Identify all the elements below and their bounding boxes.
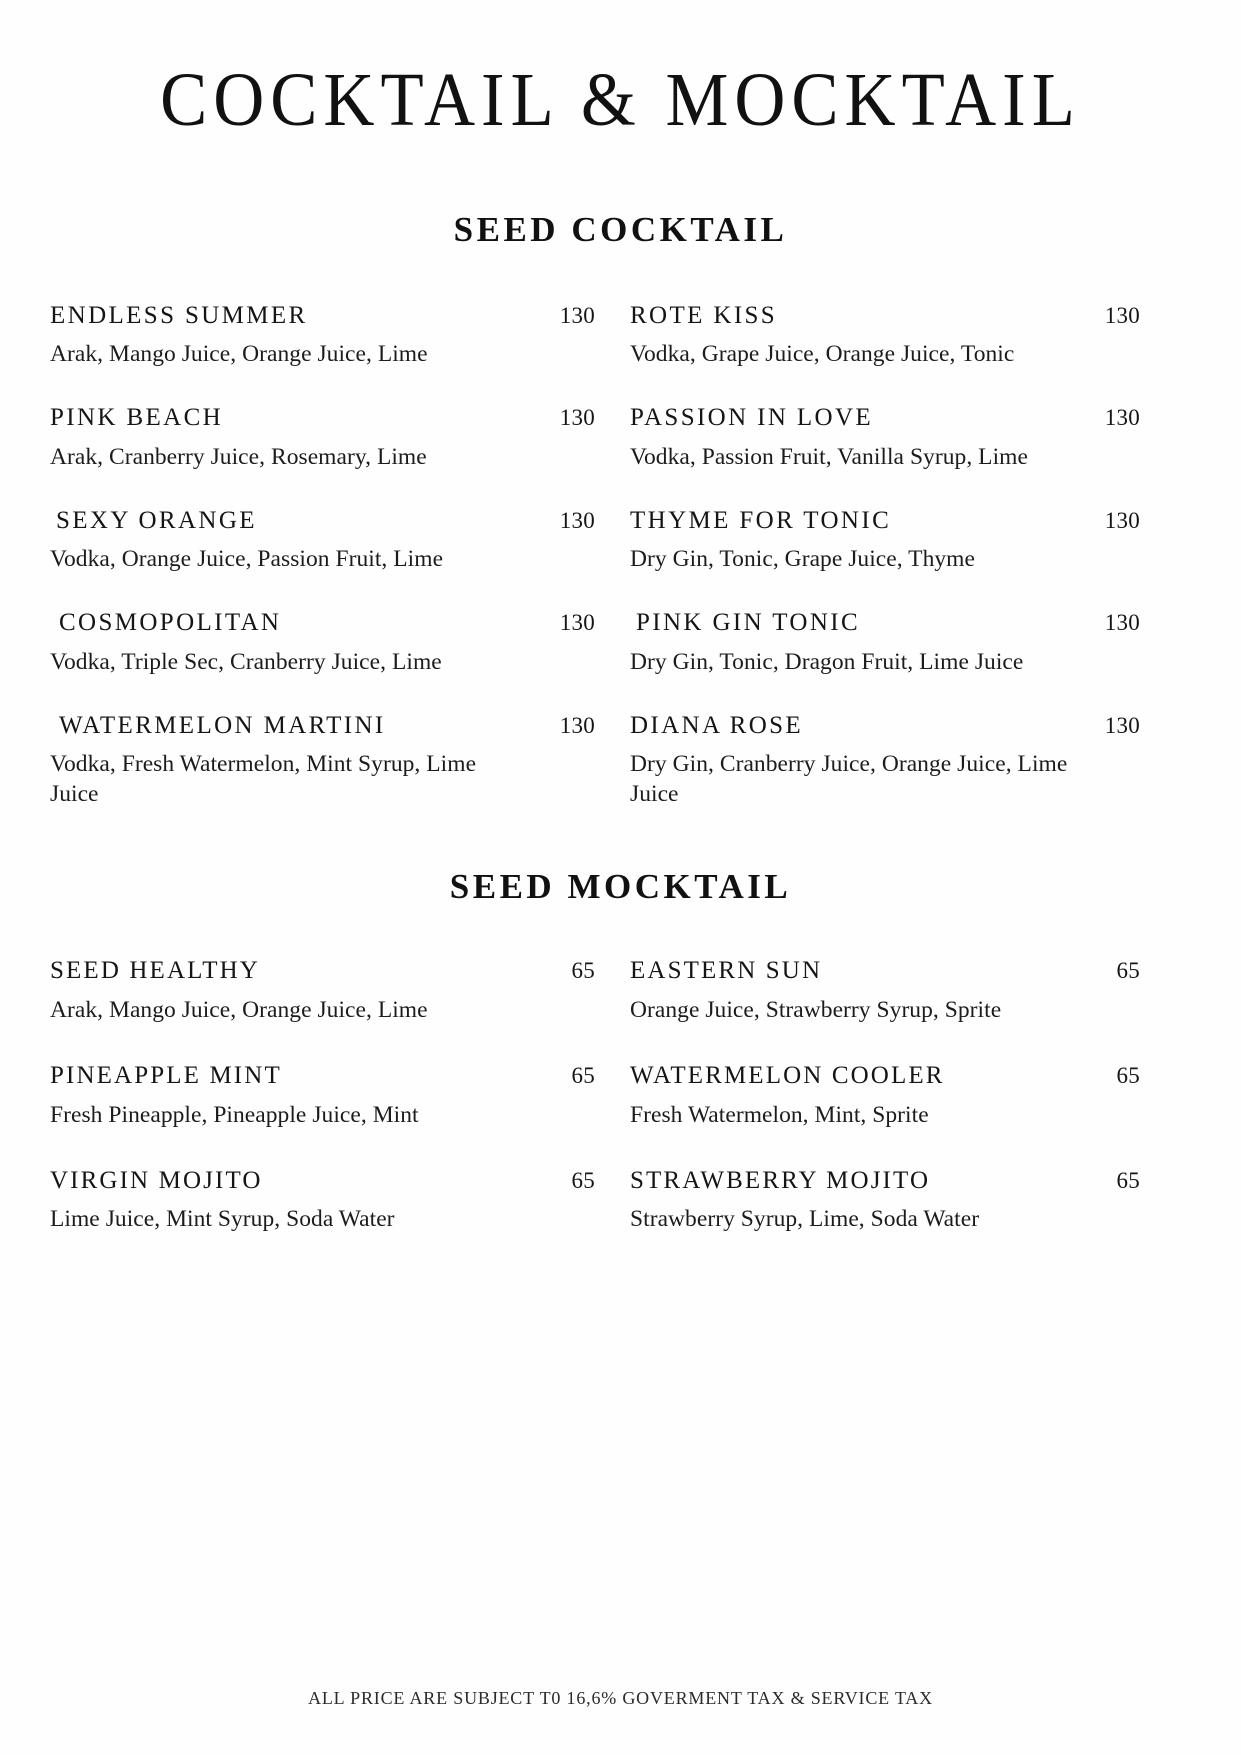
mocktail-column-left	[50, 956, 595, 1270]
menu-item-description: Vodka, Orange Juice, Passion Fruit, Lime	[50, 546, 444, 573]
menu-item-description: Vodka, Grape Juice, Orange Juice, Tonic	[630, 341, 1015, 368]
menu-item-description: Lime Juice, Mint Syrup, Soda Water	[50, 1206, 395, 1233]
menu-item-price: 130	[559, 302, 595, 328]
menu-item-name: ENDLESS SUMMER	[50, 301, 308, 329]
menu-item-price: 130	[559, 712, 595, 738]
menu-item	[50, 956, 595, 1025]
menu-item-head	[630, 1166, 1140, 1196]
menu-item-name: VIRGIN MOJITO	[50, 1166, 263, 1194]
menu-item-head	[50, 956, 595, 986]
mocktail-column-right	[595, 956, 1140, 1270]
menu-item-price: 65	[571, 958, 595, 984]
menu-item-price: 130	[1104, 610, 1140, 636]
menu-item-name: WATERMELON MARTINI	[59, 711, 386, 739]
menu-item	[50, 301, 595, 370]
menu-item-description: Dry Gin, Cranberry Juice, Orange Juice, Lime Juice	[630, 751, 1068, 808]
menu-item	[630, 301, 1140, 370]
cocktail-column-right	[595, 301, 1140, 810]
menu-item-head	[630, 608, 1140, 638]
menu-item-price: 130	[1104, 712, 1140, 738]
menu-item-head	[50, 1061, 595, 1091]
menu-item-price: 130	[1104, 405, 1140, 431]
menu-item-description: Arak, Mango Juice, Orange Juice, Lime	[50, 341, 428, 368]
menu-item-description: Arak, Mango Juice, Orange Juice, Lime	[50, 996, 428, 1023]
menu-item-price: 65	[1116, 1167, 1140, 1193]
menu-item-description: Vodka, Passion Fruit, Vanilla Syrup, Lime	[630, 443, 1028, 470]
menu-item-description: Orange Juice, Strawberry Syrup, Sprite	[630, 996, 1002, 1023]
menu-item-name: PINEAPPLE MINT	[50, 1062, 282, 1090]
menu-item	[630, 608, 1140, 677]
menu-item-head	[630, 1061, 1140, 1091]
menu-item-name: PASSION IN LOVE	[630, 404, 874, 432]
menu-item-description: Vodka, Fresh Watermelon, Mint Syrup, Lime Juice	[50, 751, 477, 808]
menu-item-name: WATERMELON COOLER	[630, 1062, 945, 1090]
section-heading-cocktail: SEED COCKTAIL	[453, 209, 788, 249]
menu-item	[630, 506, 1140, 575]
menu-item-description: Dry Gin, Tonic, Grape Juice, Thyme	[630, 546, 975, 573]
tax-disclaimer: ALL PRICE ARE SUBJECT T0 16,6% GOVERMENT TAX & SERVICE TAX	[308, 1688, 933, 1708]
menu-item-head	[630, 711, 1140, 741]
menu-item-name: SEED HEALTHY	[50, 957, 260, 985]
menu-item-description: Strawberry Syrup, Lime, Soda Water	[630, 1206, 980, 1233]
menu-item-head	[50, 506, 595, 536]
menu-item-price: 65	[571, 1063, 595, 1089]
menu-item-description: Vodka, Triple Sec, Cranberry Juice, Lime	[50, 648, 442, 675]
menu-item-description: Arak, Cranberry Juice, Rosemary, Lime	[50, 443, 427, 470]
menu-item-name: PINK BEACH	[50, 404, 224, 432]
menu-item-name: THYME FOR TONIC	[630, 506, 892, 534]
menu-item-name: EASTERN SUN	[630, 957, 823, 985]
menu-item	[630, 403, 1140, 472]
menu-item	[630, 956, 1140, 1025]
menu-item	[50, 1166, 595, 1235]
page-title: COCKTAIL & MOCKTAIL	[160, 58, 1081, 142]
menu-item-name: STRAWBERRY MOJITO	[630, 1166, 931, 1194]
menu-item	[50, 711, 595, 810]
menu-item	[630, 1166, 1140, 1235]
menu-item-head	[50, 1166, 595, 1196]
menu-item	[50, 506, 595, 575]
menu-item-price: 65	[571, 1167, 595, 1193]
menu-item	[50, 608, 595, 677]
menu-item-head	[630, 403, 1140, 433]
menu-item	[630, 1061, 1140, 1130]
menu-item-head	[50, 608, 595, 638]
menu-item-name: COSMOPOLITAN	[59, 609, 282, 637]
menu-item-price: 130	[559, 610, 595, 636]
menu-item-price: 130	[559, 405, 595, 431]
section-heading-mocktail: SEED MOCKTAIL	[449, 867, 792, 907]
menu-item-head	[50, 301, 595, 331]
menu-item-head	[630, 506, 1140, 536]
menu-item-head	[50, 711, 595, 741]
menu-item-price: 65	[1116, 958, 1140, 984]
cocktail-column-left	[50, 301, 595, 810]
menu-item-name: ROTE KISS	[630, 301, 778, 329]
menu-item-description: Fresh Pineapple, Pineapple Juice, Mint	[50, 1101, 419, 1128]
menu-item-head	[630, 956, 1140, 986]
section-body-cocktail	[0, 247, 1241, 810]
menu-item-price: 130	[559, 507, 595, 533]
menu-item-price: 130	[1104, 302, 1140, 328]
menu-item-name: SEXY ORANGE	[56, 506, 257, 534]
menu-item-price: 130	[1104, 507, 1140, 533]
menu-item-head	[630, 301, 1140, 331]
menu-item-name: DIANA ROSE	[630, 711, 804, 739]
menu-item-description: Fresh Watermelon, Mint, Sprite	[630, 1101, 929, 1128]
menu-item-price: 65	[1116, 1063, 1140, 1089]
menu-item	[50, 403, 595, 472]
menu-item-name: PINK GIN TONIC	[636, 609, 860, 637]
menu-item	[50, 1061, 595, 1130]
menu-item-head	[50, 403, 595, 433]
menu-item	[630, 711, 1140, 810]
section-body-mocktail	[0, 904, 1241, 1270]
menu-item-description: Dry Gin, Tonic, Dragon Fruit, Lime Juice	[630, 648, 1024, 675]
